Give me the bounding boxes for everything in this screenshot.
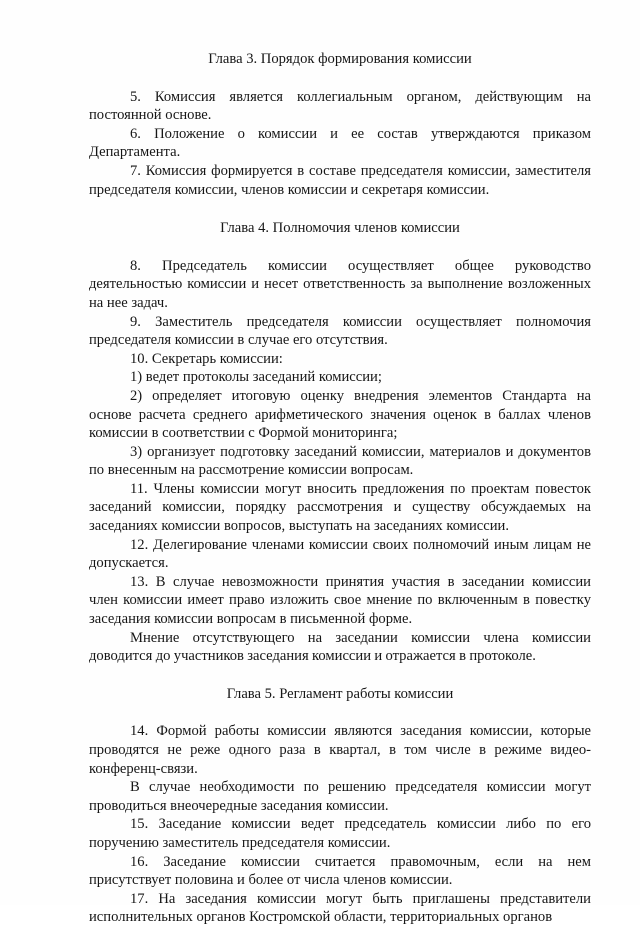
paragraph-10: 10. Секретарь комиссии: [130,350,283,367]
chapter-5-heading: Глава 5. Регламент работы комиссии [226,685,454,702]
paragraph-8: 8. Председатель комиссии осуществляет общее руководство деятельностью комиссии и несет ответственность за выполнение возложенных на нее задач. [89,257,591,311]
paragraph-9: 9. Заместитель председателя комиссии осуществляет полномочия председателя комиссии в случае его отсутствия. [89,313,591,349]
paragraph-10-item-3: 3) организует подготовку заседаний комиссии, материалов и документов по внесенным на рассмотрение комиссии вопросам. [89,443,591,479]
paragraph-10-item-1: 1) ведет протоколы заседаний комиссии; [130,369,382,386]
paragraph-5: 5. Комиссия является коллегиальным органом, действующим на постоянной основе. [89,88,591,124]
paragraph-12: 12. Делегирование членами комиссии своих полномочий иным лицам не допускается. [89,536,591,572]
paragraph-16: 16. Заседание комиссии считается правомочным, если на нем присутствует половина и более от числа членов комиссии. [89,853,591,889]
chapter-3-heading: Глава 3. Порядок формирования комиссии [208,51,472,67]
paragraph-17: 17. На заседания комиссии могут быть приглашены представители исполнительных органов Костромской области, территориальных органов [89,890,591,926]
paragraph-10-item-2: 2) определяет итоговую оценку внедрения элементов Стандарта на основе расчета среднего арифметического значения оценок в баллах членов комиссии в соответствии с Формой мониторинга; [89,387,591,442]
paragraph-6: 6. Положение о комиссии и ее состав утверждаются приказом Департамента. [89,125,591,161]
paragraph-13-note: Мнение отсутствующего на заседании комиссии члена комиссии доводится до участников заседания комиссии и отражается в протоколе. [89,629,591,665]
paragraph-7: 7. Комиссия формируется в составе председателя комиссии, заместителя председателя комиссии, членов комиссии и секретаря комиссии. [89,162,591,198]
paragraph-14-note: В случае необходимости по решению председателя комиссии могут проводиться внеочередные заседания комиссии. [89,779,591,814]
paragraph-11: 11. Члены комиссии могут вносить предложения по проектам повесток заседаний комиссии, порядку рассмотрения и существу обсуждаемых на заседаниях комиссии вопросов, выступать на заседаниях комиссии. [89,480,591,535]
chapter-4-heading: Глава 4. Полномочия членов комиссии [220,220,460,237]
paragraph-14: 14. Формой работы комиссии являются заседания комиссии, которые проводятся не реже одного раза в квартал, в том числе в режиме видео-конференц-связи. [89,723,591,777]
paragraph-13: 13. В случае невозможности принятия участия в заседании комиссии член комиссии имеет право изложить свое мнение по включенным в повестку заседания комиссии вопросам в письменной форме. [89,573,591,628]
paragraph-15: 15. Заседание комиссии ведет председатель комиссии либо по его поручению заместитель председателя комиссии. [89,816,591,851]
